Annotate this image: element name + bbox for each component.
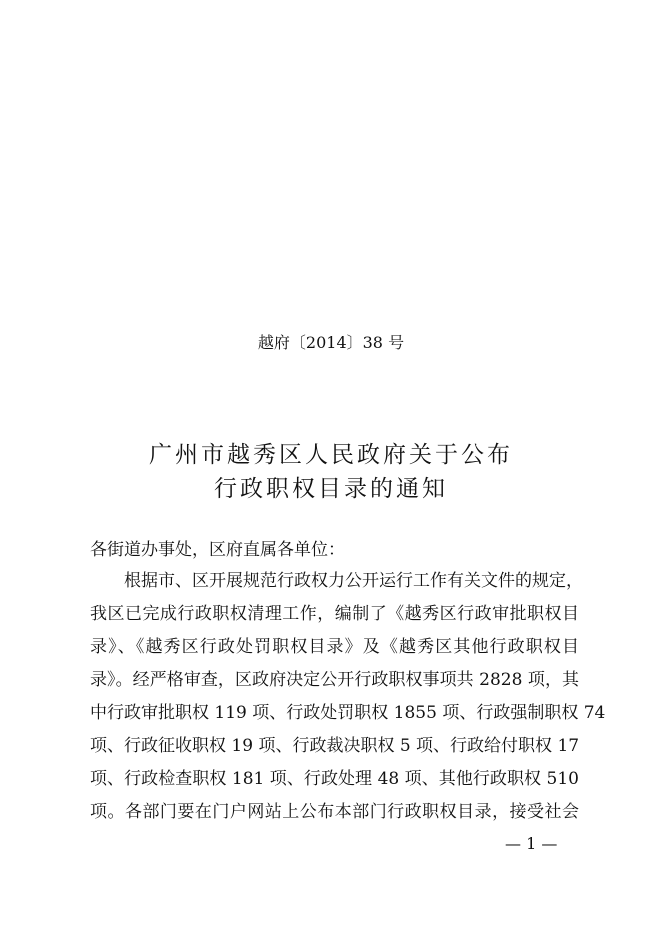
document-title: [0, 438, 662, 506]
body-line-7: 项、行政检查职权 181 项、行政处理 48 项、其他行政职权 510: [90, 769, 579, 789]
body-line-2: 我区已完成行政职权清理工作，编制了《越秀区行政审批职权目: [90, 604, 579, 624]
document-number: 越府〔2014〕38 号: [257, 333, 405, 352]
title-line-1: 广州市越秀区人民政府关于公布: [149, 442, 513, 468]
body-line-6: 项、行政征收职权 19 项、行政裁决职权 5 项、行政给付职权 17: [90, 736, 580, 756]
title-line-2: 行政职权目录的通知: [214, 476, 448, 502]
body-line-8: 项。各部门要在门户网站上公布本部门行政职权目录，接受社会: [90, 802, 579, 822]
page-number: — 1 —: [505, 834, 558, 853]
body-line-3: 录》、《越秀区行政处罚职权目录》及《越秀区其他行政职权目: [90, 637, 579, 657]
body-line-1: 根据市、区开展规范行政权力公开运行工作有关文件的规定，: [124, 571, 583, 591]
salutation: 各街道办事处，区府直属各单位：: [90, 540, 345, 560]
body-line-4: 录》。经严格审查，区政府决定公开行政职权事项共 2828 项，其: [90, 670, 579, 690]
body-line-5: 中行政审批职权 119 项、行政处罚职权 1855 项、行政强制职权 74: [90, 703, 606, 723]
